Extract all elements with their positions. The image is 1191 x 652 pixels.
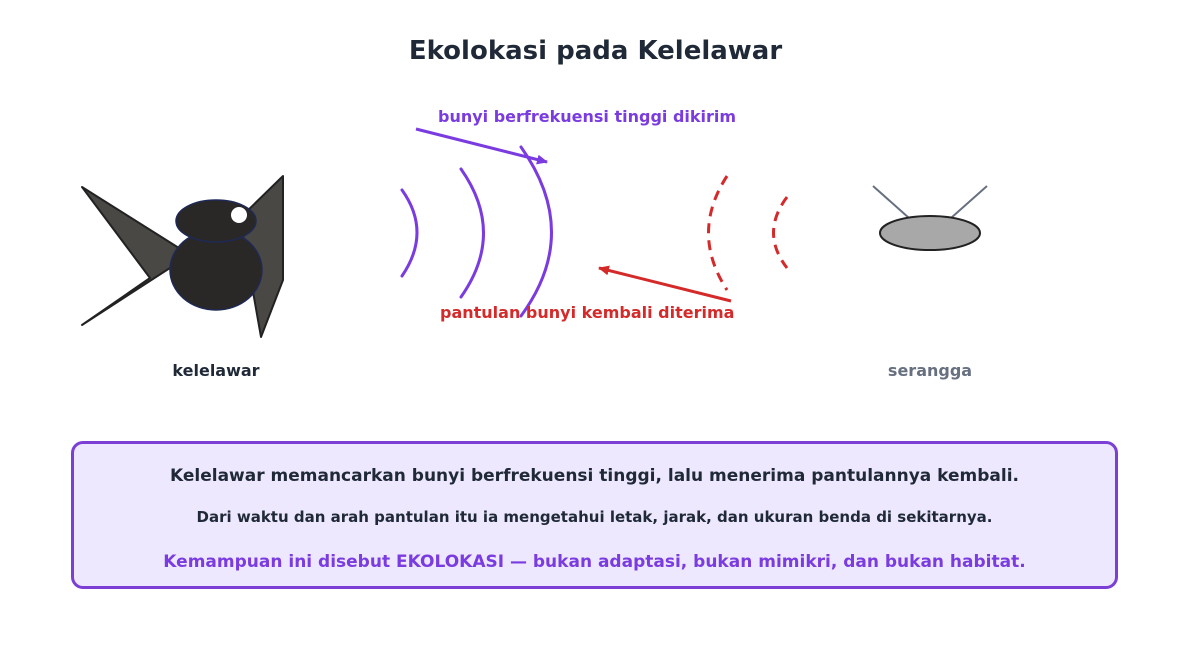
bat-figure — [82, 176, 283, 337]
diagram-title: Ekolokasi pada Kelelawar — [408, 36, 783, 66]
emitted-wave-3 — [521, 147, 552, 316]
echo-arrow — [599, 268, 731, 301]
emit-arrow — [416, 129, 547, 162]
emitted-sound-label: bunyi berfrekuensi tinggi dikirim — [438, 107, 737, 126]
explanation-line-1: Kelelawar memancarkan bunyi berfrekuensi tinggi, lalu menerima pantulannya kembali. — [169, 466, 1020, 486]
explanation-conclusion: Kemampuan ini disebut EKOLOKASI — bukan adaptasi, bukan mimikri, dan bukan habitat. — [163, 552, 1026, 572]
explanation-box — [71, 441, 1118, 589]
bat-eye — [231, 207, 247, 223]
emitted-sound-waves — [402, 147, 552, 316]
echo-sound-waves — [709, 176, 788, 290]
echo-sound-label: pantulan bunyi kembali diterima — [440, 303, 735, 322]
echo-wave-1 — [709, 176, 728, 290]
insect-label: serangga — [887, 361, 973, 380]
insect-antenna-left — [873, 186, 909, 218]
bat-label: kelelawar — [172, 361, 260, 380]
insect-body — [880, 216, 980, 250]
echo-wave-2 — [774, 197, 788, 268]
emitted-wave-1 — [402, 190, 417, 276]
explanation-line-2: Dari waktu dan arah pantulan itu ia mengetahui letak, jarak, dan ukuran benda di sekitarnya. — [196, 508, 993, 526]
insect-figure — [873, 186, 987, 250]
emitted-wave-2 — [461, 169, 484, 297]
insect-antenna-right — [951, 186, 987, 218]
